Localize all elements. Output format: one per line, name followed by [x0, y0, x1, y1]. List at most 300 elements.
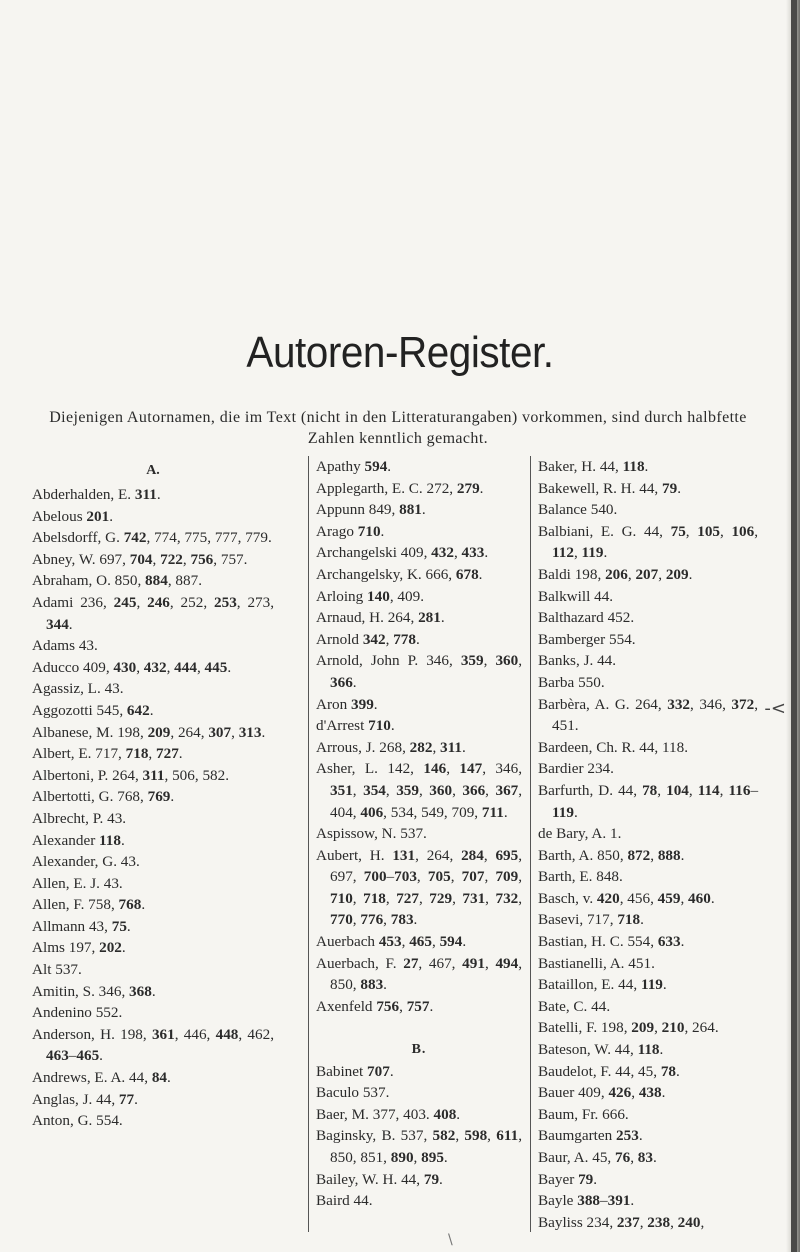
page-ref-bold: 444: [174, 658, 197, 676]
page-ref-bold: 707: [367, 1062, 390, 1080]
page-ref: ,: [700, 1213, 705, 1231]
page-ref-bold: 756: [376, 997, 400, 1015]
page-ref: ,: [385, 630, 394, 648]
author-name: Babinet: [316, 1062, 364, 1080]
page-ref: ,: [719, 781, 729, 799]
page-ref: .: [415, 630, 420, 648]
page-ref: .: [149, 701, 154, 719]
page-ref-bold: 279: [456, 479, 480, 497]
page-ref-bold: 359: [396, 781, 419, 799]
page-ref: 545,: [92, 701, 127, 719]
page-ref: 264,: [383, 609, 419, 627]
page-ref: .: [68, 615, 73, 633]
page-ref: 272,: [422, 479, 457, 497]
page-ref: ,: [352, 889, 364, 907]
page-ref: , 404,: [330, 781, 523, 821]
page-ref: 758,: [84, 896, 119, 914]
page-ref-bold: 79: [662, 479, 678, 497]
page-ref: , 409.: [389, 587, 424, 605]
index-entry: [538, 931, 758, 953]
page-ref: ,: [231, 723, 239, 741]
page-ref: .: [429, 997, 434, 1015]
author-name: Andenino: [32, 1004, 92, 1022]
page-ref: 234.: [583, 760, 614, 778]
page-ref: .: [109, 507, 113, 525]
page-ref-bold: 119: [640, 976, 663, 994]
author-name: Batelli, F.: [538, 1019, 598, 1037]
page-ref: ,: [483, 652, 496, 670]
page-ref-bold: 206: [605, 565, 628, 583]
index-column-3: [538, 456, 758, 1233]
index-entry: [538, 694, 758, 737]
page-ref-bold: 783: [390, 911, 414, 929]
page-ref: 43.: [100, 680, 124, 698]
author-name: de Bary, A.: [538, 825, 607, 843]
page-ref: 44,: [596, 458, 623, 475]
page-ref-bold: 463: [46, 1047, 69, 1065]
page-ref: ,: [136, 658, 144, 676]
page-ref: –: [750, 781, 759, 799]
page-ref: 666,: [421, 565, 456, 583]
author-name: Bayliss: [538, 1213, 583, 1231]
index-entry: [538, 499, 758, 521]
index-entry: [316, 1061, 522, 1083]
index-entry: [32, 592, 274, 635]
author-name: Aubert, H.: [316, 846, 385, 864]
page-ref: 44,: [397, 1170, 424, 1188]
page-ref: .: [383, 976, 387, 994]
author-name: Basch, v.: [538, 889, 594, 907]
page-ref-bold: 406: [360, 803, 384, 821]
index-entry: [538, 1169, 758, 1191]
page-ref: ,: [385, 781, 397, 799]
index-entry: [316, 1125, 522, 1168]
page-ref: 44.: [587, 997, 611, 1015]
index-entry: [538, 478, 758, 500]
page-ref: 43.: [75, 637, 98, 655]
author-name: Alexander: [32, 831, 96, 849]
page-ref-bold: 240: [677, 1213, 701, 1231]
page-ref: ,: [658, 565, 666, 583]
page-ref: .: [387, 458, 392, 475]
author-name: Alms: [32, 939, 65, 957]
author-name: Baginsky,: [316, 1127, 377, 1145]
author-name: Axenfeld: [316, 997, 373, 1015]
page-ref: 346,: [94, 982, 130, 1000]
page-ref: 44,: [611, 1041, 638, 1059]
page-ref: .: [170, 788, 175, 806]
page-ref: ,: [432, 738, 441, 756]
page-ref: ,: [627, 565, 636, 583]
page-ref-bold: 770: [330, 911, 353, 929]
page-ref: .: [573, 803, 578, 821]
page-ref: ,: [654, 1019, 662, 1037]
page-ref: 264,: [629, 695, 668, 713]
page-ref-bold: 678: [455, 565, 479, 583]
page-ref: 44, 118.: [635, 738, 689, 756]
author-name: Amitin, S.: [32, 982, 95, 1000]
index-entry: [538, 521, 758, 564]
page-ref-bold: 209: [631, 1019, 655, 1037]
index-entry: [316, 456, 522, 478]
section-heading-b: B.: [411, 1042, 427, 1058]
page-ref-bold: 420: [596, 889, 620, 907]
page-ref: 554.: [605, 630, 636, 648]
page-ref: , 850,: [330, 954, 523, 994]
index-entry: [32, 570, 274, 592]
page-ref-bold: 201: [86, 507, 110, 525]
author-name: Apathy: [316, 458, 361, 475]
page-ref: 552.: [91, 1004, 123, 1022]
page-ref: ,: [670, 1213, 678, 1231]
page-ref: ,: [450, 868, 462, 886]
page-ref: 197,: [64, 939, 100, 957]
page-ref: 43.: [103, 809, 127, 827]
page-ref: .: [121, 939, 126, 957]
page-ref: ,: [484, 868, 496, 886]
page-ref-bold: 700: [363, 868, 387, 886]
author-name: Aggozotti: [32, 701, 93, 719]
index-entry: [316, 586, 522, 608]
index-entry: [538, 1082, 758, 1104]
page-ref-bold: 776: [360, 911, 384, 929]
page-ref: 44.: [349, 1192, 373, 1210]
page-ref: ,: [573, 544, 582, 562]
page-ref: .: [462, 933, 467, 951]
page-ref: ,: [446, 760, 460, 778]
page-ref: ,: [657, 781, 667, 799]
page-ref: 264,: [108, 766, 143, 784]
author-name: Allen, E. J.: [32, 874, 100, 892]
page-ref: .: [503, 803, 508, 821]
page-ref: 849,: [364, 501, 400, 519]
index-entry: [538, 953, 758, 975]
index-entry: [32, 506, 274, 528]
author-name: Alt: [32, 961, 52, 979]
author-name: Albrecht, P.: [32, 809, 104, 827]
column-divider: [530, 456, 531, 1232]
page-ref: ,: [453, 544, 462, 562]
index-column-1: [32, 484, 274, 1132]
page-ref-bold: 756: [190, 550, 214, 568]
page-ref: ,: [196, 658, 205, 676]
page-ref: ,: [452, 781, 463, 799]
page-ref-bold: 895: [421, 1149, 444, 1166]
page-ref: .: [141, 896, 146, 914]
page-ref-bold: 207: [635, 565, 659, 583]
page-ref-bold: 722: [160, 550, 183, 568]
page-ref-bold: 459: [657, 889, 681, 907]
page-ref-bold: 884: [145, 572, 168, 590]
author-name: Anderson, H.: [32, 1025, 115, 1043]
page-ref: 850,: [593, 846, 628, 864]
index-entry: [316, 823, 522, 845]
page-ref-bold: 778: [393, 630, 416, 648]
page-ref: ,: [383, 911, 391, 929]
index-entry: [32, 743, 274, 765]
index-entry: [538, 974, 758, 996]
index-column-2-b: [316, 1061, 522, 1212]
page-ref-bold: 281: [418, 609, 441, 627]
page-ref: 848.: [592, 868, 623, 886]
page-ref: ,: [401, 933, 410, 951]
page-ref: 236,: [73, 593, 114, 611]
page-ref-bold: 311: [440, 738, 462, 756]
page-ref: .: [134, 1090, 138, 1108]
author-name: Barba: [538, 673, 575, 691]
page-ref: , 264,: [170, 723, 209, 741]
page-ref: , 887.: [167, 572, 202, 590]
index-entry: [32, 765, 274, 787]
page-ref: 45,: [588, 1149, 616, 1166]
page-ref: 377, 403.: [368, 1105, 434, 1123]
page-ref: 268,: [375, 738, 410, 756]
page-ref-bold: 311: [134, 486, 157, 503]
page-ref-bold: 633: [657, 933, 681, 951]
index-entry: [316, 758, 522, 823]
intro-text: Diejenigen Autornamen, die im Text (nicht in den Litteraturangaben) vorkommen, sind durch halbfette Zahlen kenntlich gemacht.: [49, 409, 747, 447]
page-ref: ,: [639, 1213, 648, 1231]
index-entry: [316, 629, 522, 651]
index-entry: [32, 981, 274, 1003]
page-ref: .: [688, 565, 693, 583]
index-entry: [32, 1024, 274, 1067]
page-ref-bold: 360: [495, 652, 519, 670]
page-ref: 666.: [598, 1105, 629, 1123]
author-name: Bauer: [538, 1084, 575, 1102]
author-name: Bate, C.: [538, 997, 588, 1015]
page-ref-bold: 209: [665, 565, 689, 583]
page-ref: 537.: [396, 825, 427, 843]
index-entry: [316, 715, 522, 737]
page-ref-bold: 426: [608, 1084, 632, 1102]
page-ref: 198,: [597, 1019, 632, 1037]
page-ref-bold: 118: [99, 831, 121, 849]
index-entry: [32, 722, 274, 744]
page-ref: 451.: [624, 954, 655, 972]
index-entry: [316, 521, 522, 543]
author-name: Barfurth, D.: [538, 781, 614, 799]
page-ref-bold: 710: [368, 717, 391, 735]
author-name: Albertoni, P.: [32, 766, 109, 784]
index-entry: [32, 484, 274, 506]
page-ref: .: [710, 889, 715, 907]
page-ref-bold: 147: [459, 760, 483, 778]
author-name: Baer, M.: [316, 1105, 369, 1123]
page-ref: 537.: [51, 961, 82, 979]
page-ref: .: [413, 911, 418, 929]
author-name: Bailey, W. H.: [316, 1170, 398, 1188]
author-name: Auerbach, F.: [316, 954, 397, 972]
page-ref-bold: 27: [403, 954, 419, 972]
page-ref: , 264,: [415, 846, 462, 864]
page-ref-bold: 119: [552, 803, 574, 821]
page-ref: 1.: [606, 825, 622, 843]
page-ref: , 757.: [213, 550, 248, 568]
index-entry: [538, 758, 758, 780]
page-ref-bold: 432: [143, 658, 167, 676]
page-ref-bold: 79: [423, 1170, 440, 1188]
author-name: Balthazard: [538, 609, 604, 627]
author-name: Bakewell, R. H.: [538, 479, 636, 497]
page-ref-bold: 453: [378, 933, 402, 951]
page-ref: 697,: [95, 550, 130, 568]
author-name: Archangelsky, K.: [316, 565, 422, 583]
page-ref: .: [478, 565, 483, 583]
page-ref: .: [461, 738, 466, 756]
page-ref: , 697,: [330, 846, 523, 886]
author-name: Albanese, M.: [32, 723, 114, 741]
index-entry: [316, 1169, 522, 1191]
index-entry: [538, 1061, 758, 1083]
page-ref: , 252,: [169, 593, 214, 611]
page-ref-bold: 112: [552, 544, 574, 562]
author-name: Balbiani, E. G.: [538, 522, 637, 540]
index-entry: [32, 851, 274, 873]
author-name: Barth, E.: [538, 868, 593, 886]
page-ref-bold: 448: [215, 1025, 239, 1043]
index-entry: [32, 873, 274, 895]
index-entry: [538, 866, 758, 888]
page-ref: ,: [413, 1149, 422, 1166]
index-entry: [538, 823, 758, 845]
page-ref: ,: [518, 868, 523, 886]
page-ref: .: [603, 544, 608, 562]
page-ref: 43.: [117, 853, 140, 871]
page-ref-bold: 718: [363, 889, 386, 907]
author-name: Baculo: [316, 1084, 360, 1102]
page-ref: 43.: [99, 874, 123, 892]
page-ref-bold: 245: [113, 593, 137, 611]
index-entry: [32, 937, 274, 959]
page-ref-bold: 460: [688, 889, 711, 907]
page-ref: 44.: [593, 652, 617, 670]
page-ref: 234,: [582, 1213, 617, 1231]
page-ref: ,: [680, 889, 689, 907]
page-ref: , 456,: [619, 889, 658, 907]
page-title: Autoren-Register.: [246, 328, 554, 377]
index-entry: [316, 478, 522, 500]
page-ref: ,: [385, 889, 397, 907]
page-ref: –: [68, 1047, 77, 1065]
page-ref-bold: 731: [462, 889, 486, 907]
page-ref: ,: [487, 1127, 497, 1145]
page-ref-bold: 890: [390, 1149, 414, 1166]
page-ref: .: [167, 1069, 171, 1087]
page-ref-bold: 729: [429, 889, 453, 907]
page-ref: ,: [166, 658, 175, 676]
page-ref: .: [676, 1062, 680, 1080]
index-entry: [32, 894, 274, 916]
index-entry: [538, 650, 758, 672]
author-name: Allen, F.: [32, 896, 85, 914]
author-name: Asher, L.: [316, 760, 378, 778]
page-ref: .: [662, 976, 667, 994]
page-ref-bold: 707: [461, 868, 485, 886]
author-name: Bayle: [538, 1192, 574, 1210]
page-ref: .: [630, 1192, 635, 1210]
page-ref: –: [600, 1192, 608, 1210]
page-ref: .: [421, 501, 426, 519]
author-name: Applegarth, E. C.: [316, 479, 423, 497]
page-ref-bold: 888: [657, 846, 681, 864]
index-entry: [32, 678, 274, 700]
page-ref: ,: [685, 522, 698, 540]
page-ref-bold: 237: [616, 1213, 640, 1231]
index-entry: [538, 1212, 758, 1234]
author-name: Baldi: [538, 565, 571, 583]
page-ref: 198,: [570, 565, 606, 583]
author-name: Baum, Fr.: [538, 1105, 599, 1123]
index-entry: [538, 737, 758, 759]
page-ref: B. 537,: [376, 1127, 433, 1145]
page-ref-bold: 118: [622, 458, 645, 475]
page-ref-bold: 872: [627, 846, 651, 864]
page-ref-bold: 727: [396, 889, 419, 907]
page-ref-bold: 769: [147, 788, 171, 806]
page-ref: , 774, 775, 777, 779.: [146, 529, 272, 547]
page-ref: ,: [483, 846, 496, 864]
page-ref: .: [439, 1170, 443, 1188]
page-ref: .: [440, 609, 445, 627]
author-name: Banks, J.: [538, 652, 594, 670]
page-ref: ,: [418, 781, 430, 799]
author-name: Andrews, E. A.: [32, 1069, 126, 1087]
page-ref-bold: 372: [731, 695, 755, 713]
index-entry: [32, 959, 274, 981]
page-ref: , 850, 851,: [330, 1127, 522, 1166]
index-entry: [316, 542, 522, 564]
page-ref: 44,: [635, 479, 663, 497]
page-ref-bold: 710: [357, 522, 381, 540]
author-name: Bataillon, E.: [538, 976, 615, 994]
page-ref: 198,: [113, 723, 148, 741]
page-ref: .: [456, 1105, 461, 1123]
page-ref: , 446,: [174, 1025, 216, 1043]
page-ref: .: [227, 658, 232, 676]
page-ref-bold: 445: [204, 658, 228, 676]
page-ref-bold: 114: [697, 781, 720, 799]
page-ref: .: [99, 1047, 103, 1065]
page-ref: , 506, 582.: [164, 766, 230, 784]
page-ref-bold: 344: [46, 615, 69, 633]
page-ref: ,: [416, 868, 428, 886]
index-entry: [538, 607, 758, 629]
index-entry: [538, 780, 758, 823]
index-entry: [538, 888, 758, 910]
page-ref: .: [638, 1127, 643, 1145]
page-ref-bold: 881: [399, 501, 422, 519]
page-ref: ,: [182, 550, 191, 568]
page-ref-bold: 75: [111, 917, 127, 935]
page-ref: .: [126, 917, 131, 935]
page-ref: .: [380, 522, 385, 540]
page-ref-bold: 642: [126, 701, 150, 719]
page-ref: .: [680, 933, 685, 951]
page-ref: 409,: [79, 658, 114, 676]
page-edge-bar: [791, 0, 797, 1252]
page-ref: .: [352, 673, 357, 691]
page-ref-bold: 84: [151, 1069, 167, 1087]
index-entry: [316, 694, 522, 716]
page-ref: ,: [484, 954, 496, 972]
page-ref-bold: 711: [481, 803, 504, 821]
page-ref: 44,: [92, 1090, 119, 1108]
page-ref-bold: 75: [670, 522, 686, 540]
page-ref-bold: 282: [409, 738, 433, 756]
author-name: Arrous, J.: [316, 738, 376, 756]
page-ref-bold: 465: [76, 1047, 100, 1065]
